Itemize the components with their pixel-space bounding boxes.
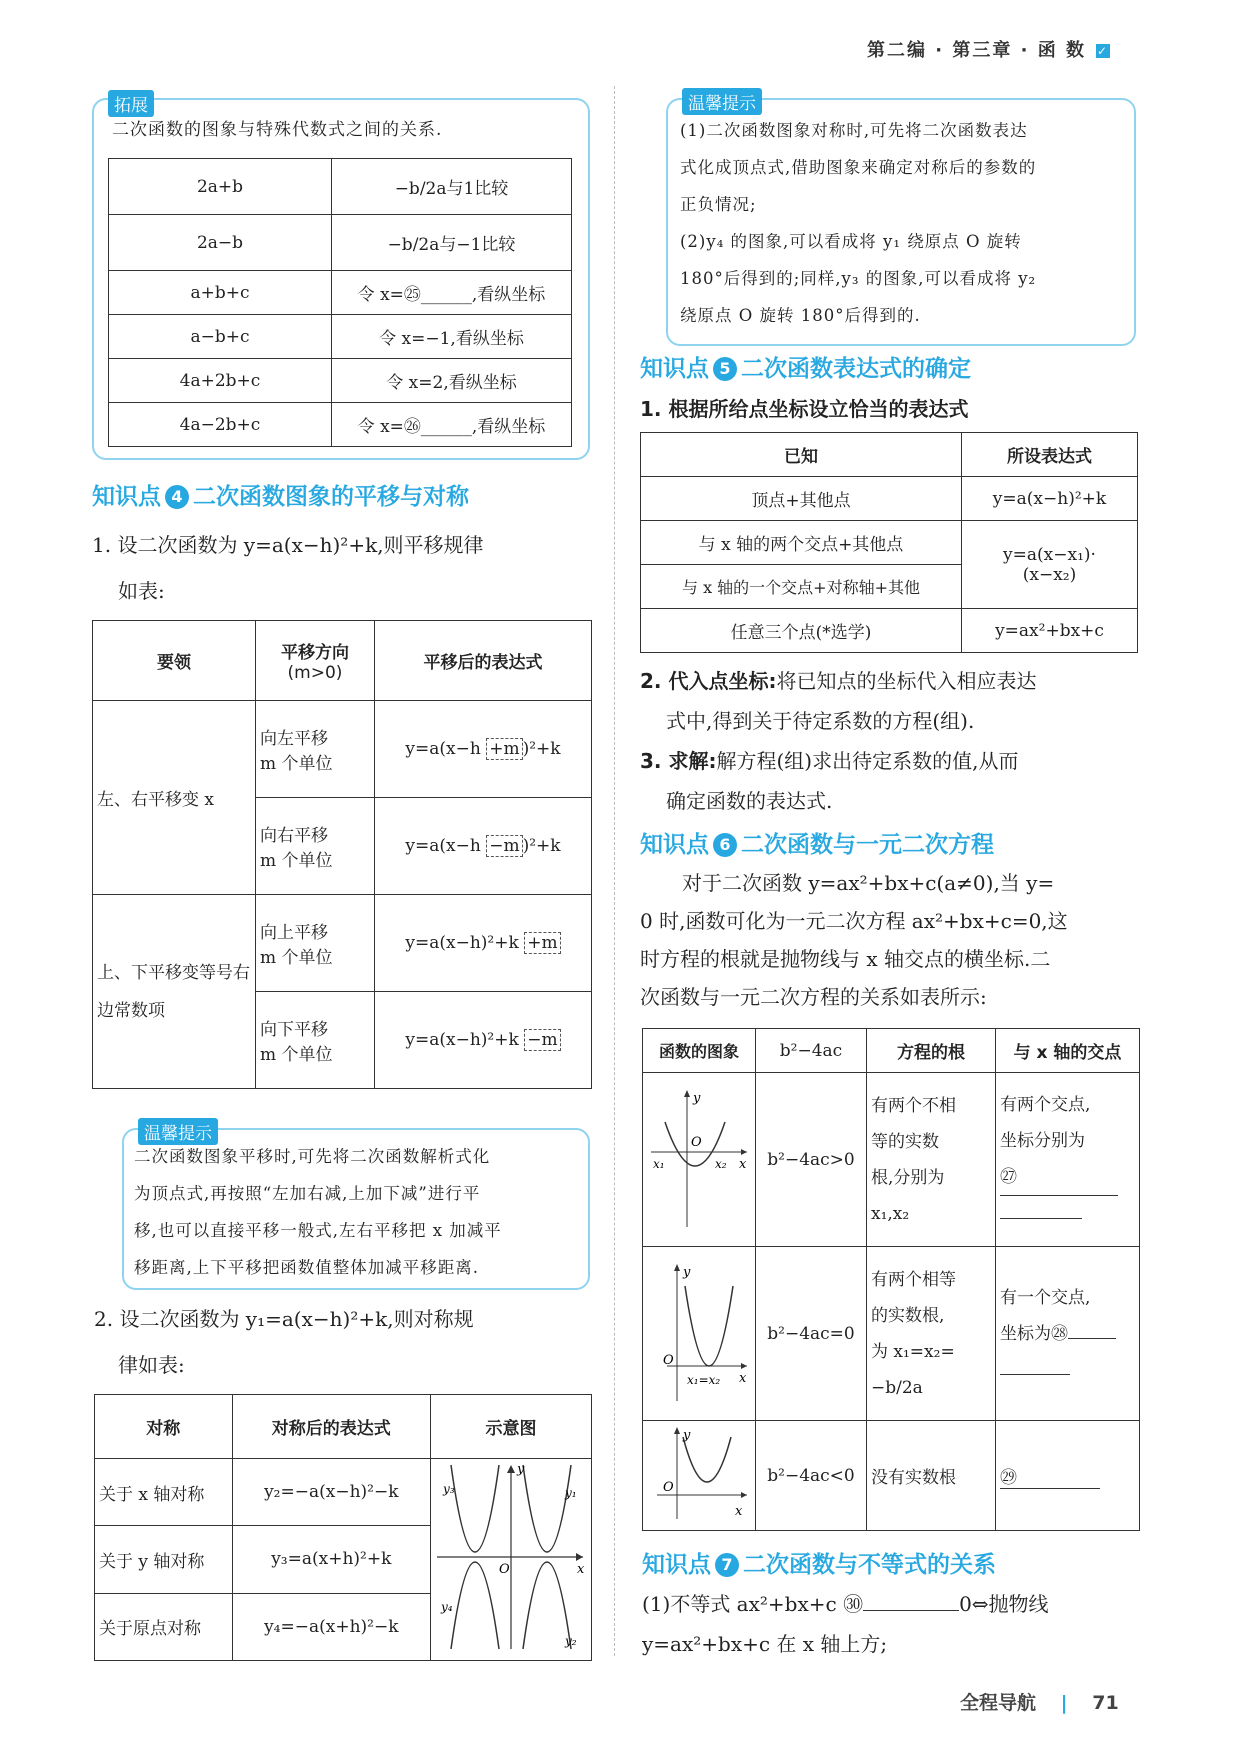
t1-dir-l1: 向下平移 <box>260 1020 328 1040</box>
t4-roots-line: 根,分别为 <box>871 1167 945 1188</box>
t3-h2: 所设表达式 <box>962 433 1138 477</box>
kp5-s3-text: 解方程(组)求出待定系数的值,从而 <box>716 749 1019 773</box>
check-icon: ✓ <box>1096 44 1110 58</box>
t4-disc: b²−4ac<0 <box>756 1421 867 1531</box>
t4-roots-line: x₁,x₂ <box>871 1203 910 1224</box>
t1-expr-c: )²+k <box>522 836 561 856</box>
blank-28-line2 <box>1000 1354 1070 1375</box>
kp6-line: 次函数与一元二次方程的关系如表所示: <box>640 985 987 1009</box>
t4-h3: 方程的根 <box>867 1029 996 1073</box>
kp4-heading: 知识点 4 二次函数图象的平移与对称 <box>92 484 469 510</box>
ext-rule: 令 x=㉖______,看纵坐标 <box>332 403 572 447</box>
equation-table <box>642 1028 1140 1531</box>
t1-expr-b: −m <box>524 1029 560 1051</box>
t1-dir <box>256 992 375 1089</box>
label-y: y <box>683 1265 691 1280</box>
y-arrow-icon <box>507 1465 515 1473</box>
header-text: 第二编 · 第三章 · 函 数 <box>866 40 1086 61</box>
label-o: O <box>663 1353 674 1368</box>
kp5-s2 <box>640 662 1036 700</box>
blank-27-line2 <box>1000 1198 1082 1219</box>
t1-h3: 平移后的表达式 <box>375 621 592 701</box>
t1-expr-b: +m <box>524 932 560 954</box>
ext-expr: 4a−2b+c <box>109 403 332 447</box>
y-arrow-icon <box>684 1090 690 1097</box>
t4-graph-cell <box>643 1421 756 1531</box>
kp6-title: 二次函数与一元二次方程 <box>741 832 994 858</box>
kp6-line: 对于二次函数 y=ax²+bx+c(a≠0),当 y= <box>682 871 1055 895</box>
label-x: x <box>739 1371 747 1386</box>
t4-disc: b²−4ac=0 <box>756 1247 867 1421</box>
label-y3: y₃ <box>443 1482 455 1496</box>
graph-one-root <box>647 1256 751 1406</box>
label-y: y <box>683 1428 691 1443</box>
label-y: y <box>517 1462 525 1477</box>
curve-y4 <box>451 1562 499 1649</box>
ext-rule: −b/2a与−1比较 <box>332 215 572 271</box>
t2-c2: y₃=a(x+h)²+k <box>232 1526 430 1593</box>
t4-inter-line <box>1000 1316 1135 1352</box>
footer-label: 全程导航 <box>960 1692 1037 1714</box>
page-header <box>867 36 1110 62</box>
t1-dir-l1: 向左平移 <box>260 729 328 749</box>
t4-roots-line: 等的实数 <box>871 1131 939 1152</box>
ext-rule: −b/2a与1比较 <box>332 159 572 215</box>
t4-roots: 没有实数根 <box>867 1421 996 1531</box>
t3-known: 任意三个点(*选学) <box>641 609 962 653</box>
t1-expr <box>375 701 592 798</box>
t4-inter <box>996 1073 1140 1247</box>
t2-c1: 关于 x 轴对称 <box>95 1459 233 1526</box>
t4-roots-line: 为 x₁=x₂= <box>871 1341 955 1362</box>
curve-y3 <box>451 1465 499 1552</box>
tip1-tag: 温馨提示 <box>138 1118 218 1145</box>
t3-expr-l1: y=a(x−x₁)· <box>1003 544 1096 565</box>
t4-roots <box>867 1247 996 1421</box>
t2-h3: 示意图 <box>431 1395 592 1459</box>
t1-dir-l2: m 个单位 <box>260 948 333 968</box>
kp5-s2-text: 将已知点的坐标代入相应表达 <box>776 669 1037 693</box>
kp7-title: 二次函数与不等式的关系 <box>743 1552 996 1578</box>
ext-expr: 2a+b <box>109 159 332 215</box>
t4-roots-line: −b/2a <box>871 1377 923 1398</box>
t4-inter <box>996 1247 1140 1421</box>
tip2-line: (2)y₄ 的图象,可以看成将 y₁ 绕原点 O 旋转 <box>680 232 1022 251</box>
t1-h1: 要领 <box>93 621 256 701</box>
t1-dir-l1: 向右平移 <box>260 826 328 846</box>
kp5-s1: 1. 根据所给点坐标设立恰当的表达式 <box>640 397 969 421</box>
t4-roots-line: 有两个不相 <box>871 1095 956 1116</box>
t1-expr-b: +m <box>486 738 522 760</box>
page-number: 71 <box>1092 1692 1119 1714</box>
t1-group2: 上、下平移变等号右边常数项 <box>93 895 256 1089</box>
t4-inter-blank-2 <box>1000 1352 1135 1388</box>
t3-expr-l2: (x−x₂) <box>1022 564 1077 585</box>
t4-inter-line: 有一个交点, <box>1000 1287 1091 1308</box>
t1-dir-l2: m 个单位 <box>260 754 333 774</box>
label-x1: x₁ <box>653 1157 665 1171</box>
extension-table <box>108 158 572 447</box>
kp4-p2b: 律如表: <box>118 1353 185 1377</box>
t4-inter-blank <box>1000 1159 1135 1196</box>
t2-c1: 关于 y 轴对称 <box>95 1526 233 1593</box>
t1-expr <box>375 895 592 992</box>
parabola <box>685 1286 733 1366</box>
kp7-number: 7 <box>715 1553 739 1577</box>
x-arrow-icon <box>576 1553 583 1561</box>
t1-dir-l1: 向上平移 <box>260 923 328 943</box>
kp5-number: 5 <box>713 357 737 381</box>
label-o: O <box>663 1480 674 1495</box>
t1-h2 <box>256 621 375 701</box>
t3-expr: y=ax²+bx+c <box>962 609 1138 653</box>
t2-figure-cell <box>431 1459 592 1661</box>
ext-rule: 令 x=2,看纵坐标 <box>332 359 572 403</box>
graph-two-roots <box>647 1082 751 1232</box>
symmetry-figure <box>431 1459 591 1655</box>
t2-c2: y₄=−a(x+h)²−k <box>232 1593 430 1660</box>
y-arrow-icon <box>674 1427 680 1434</box>
t4-roots-line: 有两个相等 <box>871 1269 956 1290</box>
t1-expr-c: )²+k <box>522 739 561 759</box>
t1-expr-b: −m <box>486 835 522 857</box>
label-x: x <box>739 1157 747 1172</box>
kp4-number: 4 <box>165 485 189 509</box>
kp4-title: 二次函数图象的平移与对称 <box>193 484 469 510</box>
tip2-line: 正负情况; <box>680 195 757 214</box>
y-arrow-icon <box>674 1264 680 1271</box>
footer <box>960 1688 1119 1715</box>
t4-inter-line: 有两个交点, <box>1000 1095 1091 1115</box>
t4-h2: b²−4ac <box>756 1029 867 1073</box>
ext-expr: a+b+c <box>109 271 332 315</box>
label-x12: x₁=x₂ <box>687 1373 721 1387</box>
t4-h4: 与 x 轴的交点 <box>996 1029 1140 1073</box>
t4-h1: 函数的图象 <box>643 1029 756 1073</box>
kp7-line1-a: (1)不等式 ax²+bx+c ㉚ <box>642 1592 864 1616</box>
kp4-p1a: 1. 设二次函数为 y=a(x−h)²+k,则平移规律 <box>92 533 484 557</box>
t1-dir <box>256 701 375 798</box>
symmetry-table <box>94 1394 592 1661</box>
tip1-line: 移距离,上下平移把函数值整体加减平移距离. <box>134 1258 479 1277</box>
kp4-p2a: 2. 设二次函数为 y₁=a(x−h)²+k,则对称规 <box>94 1307 474 1331</box>
tip2-tag: 温馨提示 <box>682 88 762 115</box>
label-o: O <box>499 1562 510 1577</box>
t1-expr <box>375 992 592 1089</box>
t4-inter-line: 坐标分别为 <box>1000 1131 1085 1151</box>
t2-h1: 对称 <box>95 1395 233 1459</box>
t1-group1: 左、右平移变 x <box>93 701 256 895</box>
kp7-line1-b: 0⇔抛物线 <box>959 1592 1049 1616</box>
t4-inter-text: 坐标为㉘ <box>1000 1323 1068 1344</box>
t1-dir-l2: m 个单位 <box>260 1045 333 1065</box>
t3-expr <box>962 521 1138 609</box>
t1-h2b: (m>0) <box>287 663 343 683</box>
t4-graph-cell <box>643 1247 756 1421</box>
t2-h2: 对称后的表达式 <box>232 1395 430 1459</box>
blank-29: ㉙ <box>1000 1463 1100 1489</box>
label-y2: y₂ <box>565 1634 577 1648</box>
column-divider <box>614 86 615 1656</box>
tip1-line: 移,也可以直接平移一般式,左右平移把 x 加减平 <box>134 1221 502 1240</box>
t4-inter-blank-2 <box>1000 1196 1135 1232</box>
x-arrow-icon <box>741 1363 747 1369</box>
t3-known: 顶点+其他点 <box>641 477 962 521</box>
expression-table <box>640 432 1138 653</box>
t1-h2a: 平移方向 <box>281 643 349 663</box>
graph-no-root <box>647 1423 751 1523</box>
t1-expr-a: y=a(x−h)²+k <box>405 1030 519 1050</box>
t3-h1: 已知 <box>641 433 962 477</box>
kp6-number: 6 <box>713 833 737 857</box>
t1-dir <box>256 798 375 895</box>
extension-intro: 二次函数的图象与特殊代数式之间的关系. <box>112 120 443 140</box>
t2-c1: 关于原点对称 <box>95 1593 233 1660</box>
t1-expr-a: y=a(x−h <box>405 739 481 759</box>
t1-expr <box>375 798 592 895</box>
kp7-line1 <box>642 1585 1049 1623</box>
t4-graph-cell <box>643 1073 756 1247</box>
t4-disc: b²−4ac>0 <box>756 1073 867 1247</box>
t3-known: 与 x 轴的一个交点+对称轴+其他 <box>641 565 962 609</box>
kp5-s2c: 式中,得到关于待定系数的方程(组). <box>666 709 975 733</box>
blank-30 <box>863 1588 959 1611</box>
blank-28 <box>1068 1318 1116 1339</box>
kp7-heading: 知识点 7 二次函数与不等式的关系 <box>642 1552 996 1578</box>
kp6-line: 0 时,函数可化为一元二次方程 ax²+bx+c=0,这 <box>640 909 1068 933</box>
curve-y1 <box>523 1465 571 1552</box>
t1-dir <box>256 895 375 992</box>
blank-27: ㉗ <box>1000 1159 1118 1196</box>
tip1-line: 为顶点式,再按照“左加右减,上加下减”进行平 <box>134 1184 481 1203</box>
label-y1: y₁ <box>565 1486 577 1500</box>
ext-expr: a−b+c <box>109 315 332 359</box>
kp5-s3-label: 3. 求解: <box>640 749 717 773</box>
kp5-s3c: 确定函数的表达式. <box>666 789 833 813</box>
tip1-line: 二次函数图象平移时,可先将二次函数解析式化 <box>134 1147 491 1166</box>
tip2-line: 180°后得到的;同样,y₃ 的图象,可以看成将 y₂ <box>680 269 1037 288</box>
kp4-p1b: 如表: <box>118 579 165 603</box>
label-y4: y₄ <box>441 1600 453 1614</box>
kp5-heading: 知识点 5 二次函数表达式的确定 <box>640 356 971 382</box>
t4-roots-line: 的实数根, <box>871 1305 945 1326</box>
tip2-line: (1)二次函数图象对称时,可先将二次函数表达 <box>680 121 1028 140</box>
extension-tag: 拓展 <box>108 90 154 117</box>
kp6-line: 时方程的根就是抛物线与 x 轴交点的横坐标.二 <box>640 947 1051 971</box>
tip2-line: 绕原点 O 旋转 180°后得到的. <box>680 306 921 325</box>
t4-inter <box>996 1421 1140 1531</box>
label-x2: x₂ <box>715 1157 727 1171</box>
t1-expr-a: y=a(x−h <box>405 836 481 856</box>
kp5-title: 二次函数表达式的确定 <box>741 356 971 382</box>
kp7-line2: y=ax²+bx+c 在 x 轴上方; <box>642 1632 888 1656</box>
t3-expr: y=a(x−h)²+k <box>962 477 1138 521</box>
ext-rule: 令 x=−1,看纵坐标 <box>332 315 572 359</box>
tip2-line: 式化成顶点式,借助图象来确定对称后的参数的 <box>680 158 1037 177</box>
tip2-text <box>680 112 1036 334</box>
kp5-s2-label: 2. 代入点坐标: <box>640 669 777 693</box>
label-x: x <box>577 1562 585 1577</box>
footer-divider: | <box>1060 1692 1068 1714</box>
kp6-heading: 知识点 6 二次函数与一元二次方程 <box>640 832 994 858</box>
ext-expr: 2a−b <box>109 215 332 271</box>
kp6-paragraph <box>640 864 1140 1016</box>
t3-known: 与 x 轴的两个交点+其他点 <box>641 521 962 565</box>
curve-y2 <box>523 1562 571 1649</box>
label-o: O <box>691 1135 702 1150</box>
t2-c2: y₂=−a(x−h)²−k <box>232 1459 430 1526</box>
tip1-text <box>134 1138 502 1286</box>
x-arrow-icon <box>741 1492 747 1498</box>
ext-expr: 4a+2b+c <box>109 359 332 403</box>
ext-rule: 令 x=㉕______,看纵坐标 <box>332 271 572 315</box>
kp5-s3 <box>640 742 1018 780</box>
t1-expr-a: y=a(x−h)²+k <box>405 933 519 953</box>
t1-dir-l2: m 个单位 <box>260 851 333 871</box>
translation-table <box>92 620 592 1089</box>
x-arrow-icon <box>741 1149 747 1155</box>
t4-roots <box>867 1073 996 1247</box>
label-y: y <box>693 1091 701 1106</box>
label-x: x <box>735 1504 743 1519</box>
parabola <box>683 1437 731 1482</box>
